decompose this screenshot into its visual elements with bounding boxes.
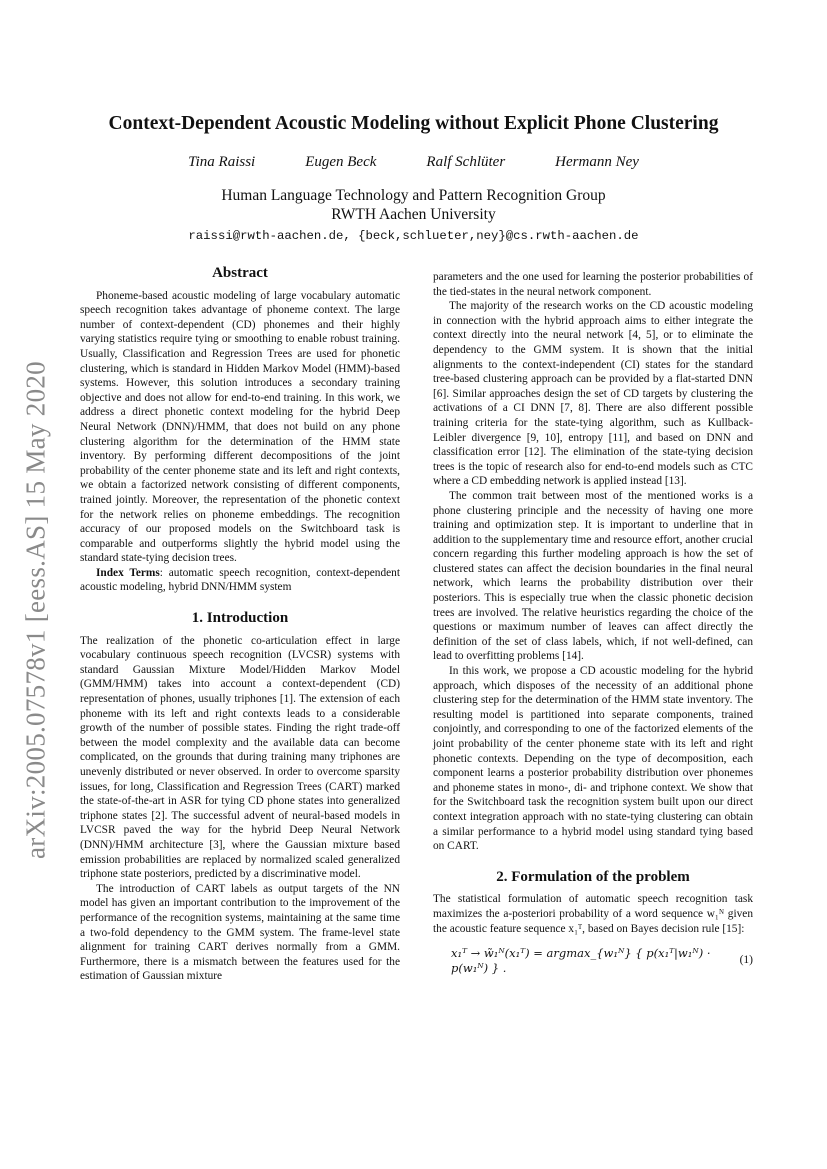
right-paragraph-2: The common trait between most of the mentioned works is a phone clustering principle and the necessity of having one more training and optimization step. It is important to underline that in addition to the supplementary time and resource effort, another crucial concern regarding this further modeling approach is how the set of clustered states can affect the decision boundaries in the final neural network, which learns the probability distribution over their posteriors. This is especially true when the classic phonetic decision trees are involved. The relative heuristics regarding the choice of the questions or maximum number of leaves can affect directly the definition of the set of class labels, which, if not well-defined, can lead to overfitting problems [14].	[433, 489, 753, 663]
intro-paragraph-2: The introduction of CART labels as output targets of the NN model has given an important contribution to the improvement of the performance of the recognition systems, maintaining at the same time a two-fold dependency to the GMM system. The frame-level state alignment for training CART derives normally from a GMM. Furthermore, there is a mismatch between the features used for the estimation of Gaussian mixture	[80, 882, 400, 983]
right-column	[433, 270, 753, 975]
right-paragraph-3: In this work, we propose a CD acoustic modeling for the hybrid approach, which disposes of the necessity of an additional phone clustering step for the determination of the HMM state inventory. The resulting model is partitioned into separate components, trained conjointly, and corresponding to one of the factorized elements of the joint probability of the center phoneme state with its left and right phonetic contexts. Depending on the type of decomposition, each component learns a posterior probability distribution over phonemes and phoneme states in mono-, di- and triphone context. We show that for the Switchboard task the recognition system built upon our direct context integration approach with no state-tying clustering can obtain a similar performance to a hybrid model using standard tying based on CART.	[433, 665, 753, 853]
author: Ralf Schlüter	[426, 154, 506, 170]
paper-title: Context-Dependent Acoustic Modeling without Explicit Phone Clustering	[108, 113, 719, 134]
right-paragraph-0: parameters and the one used for learning the posterior probabilities of the tied-states in the neural network component.	[433, 271, 753, 298]
equation-number: (1)	[739, 954, 753, 967]
formulation-heading: 2. Formulation of the problem	[496, 868, 690, 885]
left-column	[80, 266, 400, 984]
index-terms	[80, 566, 400, 595]
arxiv-stamp	[16, 350, 56, 870]
author-list	[0, 154, 827, 171]
formulation-text: The statistical formulation of automatic speech recognition task maximizes the a-posteriori probability of a word sequence w₁ᴺ given the acoustic feature sequence x₁ᵀ, based on Bayes decision rule [15]:	[433, 893, 753, 935]
intro-paragraph-1: The realization of the phonetic co-articulation effect in large vocabulary continuous speech recognition (LVCSR) systems with standard Gaussian Mixture Model/Hidden Markov Model (GMM/HMM) takes into account a context-dependent (CD) representation of phones, usually triphones [1]. The extension of each phoneme with its left and right contexts leads to a considerable growth of the number of possible states. Finding the right trade-off between the model complexity and the available data can become complicated, on the grounds that during training many triphones are unevenly distributed or never observed. In order to overcome sparsity issues, for long, Classification and Regression Trees (CART) marked the state-of-the-art in ASR for tying CD phone states into generalized triphone states [2]. The successful advent of neural-based models in LVCSR paved the way for the hybrid Deep Neural Network (DNN)/HMM architecture [3], where the Gaussian mixture based emission probabilities are replaced by normalized scaled generalized triphone state posteriors, predicted by a discriminative model.	[80, 634, 400, 881]
index-terms-label: Index Terms	[96, 566, 160, 579]
affiliation-university: RWTH Aachen University	[331, 206, 496, 223]
abstract-section	[80, 266, 400, 595]
author: Tina Raissi	[188, 154, 256, 170]
equation-body: x₁ᵀ → w̃₁ᴺ(x₁ᵀ) = argmax_{w₁ᴺ} { p(x₁ᵀ|w₁ᴺ) · p(w₁ᴺ) } .	[451, 946, 711, 975]
abstract-text: Phoneme-based acoustic modeling of large vocabulary automatic speech recognition takes advantage of phoneme context. The large number of context-dependent (CD) phonemes and their highly varying statistics require tying or smoothing to enable robust training. Usually, Classification and Regression Trees are used for phonetic clustering, which is standard in Hidden Markov Model (HMM)-based systems. However, this solution introduces a secondary training objective and does not allow for end-to-end training. In this work, we address a direct phonetic context modeling for the hybrid Deep Neural Network (DNN)/HMM, that does not build on any phone clustering algorithm for the determination of the HMM state inventory. By performing different decompositions of the joint probability of the center phoneme state and its left and right contexts, we obtain a factorized network consisting of different components, trained jointly. Moreover, the representation of the phonetic context for the network relies on phoneme embeddings. The recognition accuracy of our proposed models on the Switchboard task is comparable and outperforms slightly the hybrid model using the standard state-tying decision trees.	[80, 289, 400, 565]
arxiv-id: arXiv:2005.07578v1 [eess.AS] 15 May 2020	[20, 361, 51, 859]
right-paragraph-1: The majority of the research works on the CD acoustic modeling in connection with the hybrid approach aims to either integrate the context directly into the neural network [4, 5], or to eliminate the dependency to the GMM system. It is shown that the initial alignments to the context-independent (CI) states for the standard tree-based clustering approach can be provided by a flat-started DNN [6]. Similar approaches design the set of CD targets by clustering the activations of a CI DNN [7, 8]. There are also different possible training criteria for the state-tying algorithm, such as Kullback-Leibler divergence [9, 10], entropy [11], and based on DNN and classification error [12]. The elimination of the state-tying decision trees is the topic of research also for end-to-end models such as CTC where a CD embedding network is applied instead [13].	[433, 300, 753, 488]
abstract-heading: Abstract	[212, 265, 268, 281]
index-terms-text: : automatic speech recognition, context-dependent acoustic modeling, hybrid DNN/HMM system	[80, 566, 400, 594]
formulation-section	[433, 870, 753, 976]
introduction-section	[80, 611, 400, 984]
introduction-heading: 1. Introduction	[191, 610, 289, 627]
affiliation-group: Human Language Technology and Pattern Recognition Group	[221, 187, 606, 204]
author-emails: raissi@rwth-aachen.de, {beck,schlueter,ney}@cs.rwth-aachen.de	[188, 229, 639, 243]
author: Eugen Beck	[305, 154, 377, 170]
equation-1	[433, 946, 753, 975]
author: Hermann Ney	[555, 154, 639, 170]
